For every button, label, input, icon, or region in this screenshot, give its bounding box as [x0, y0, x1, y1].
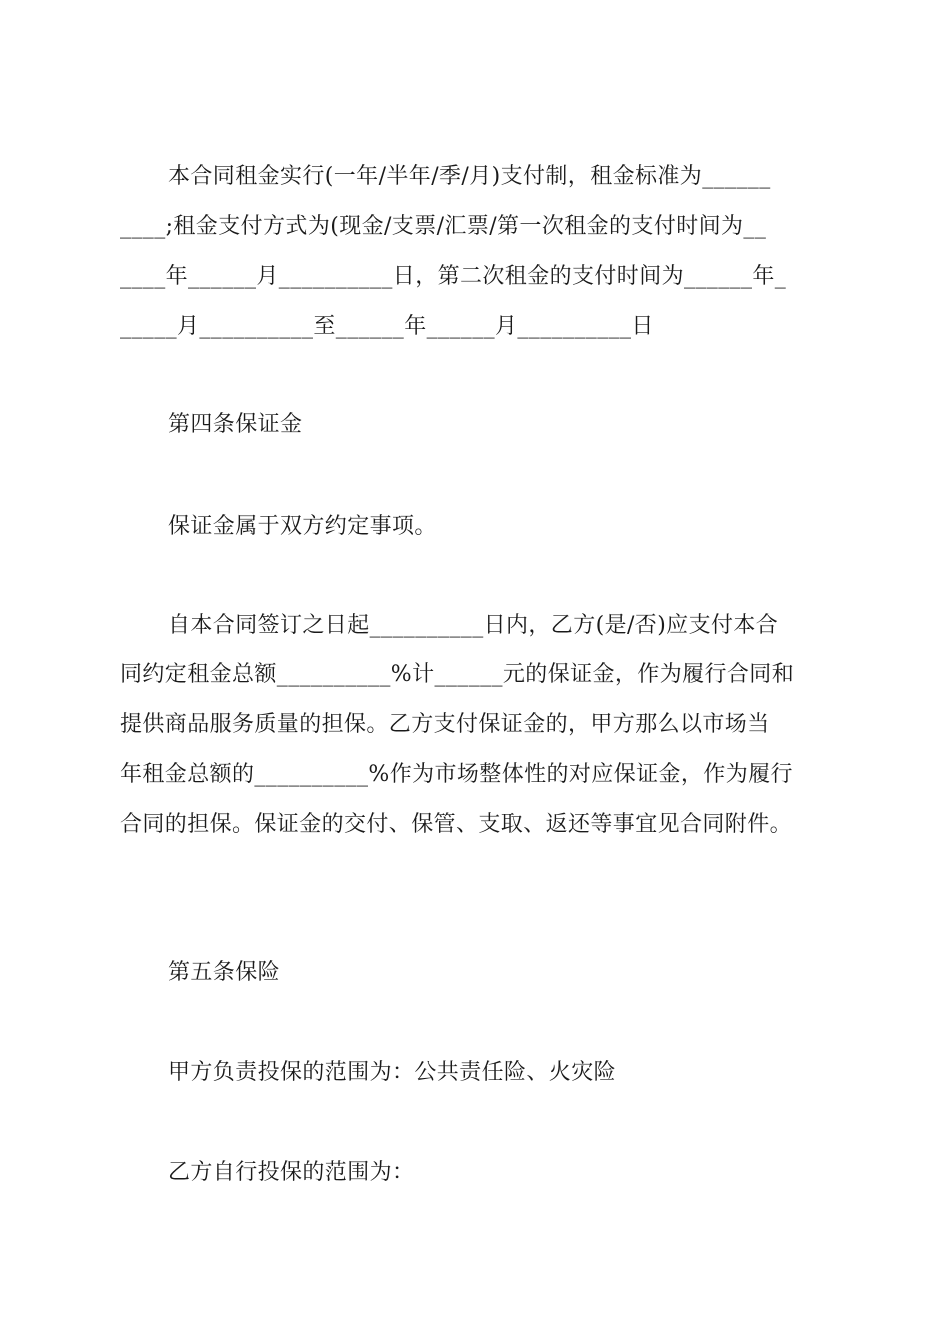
rent-paragraph-line-1: 本合同租金实行(一年/半年/季/月)支付制，租金标准为______ — [168, 164, 771, 189]
deposit-paragraph-line-1: 自本合同签订之日起__________日内，乙方(是/否)应支付本合 — [168, 613, 779, 638]
rent-paragraph-line-4: _____月__________至______年______月__________日 — [120, 314, 654, 339]
rent-paragraph-line-3: ____年______月__________日，第二次租金的支付时间为______年_ — [120, 264, 787, 289]
deposit-paragraph-line-3: 提供商品服务质量的担保。乙方支付保证金的，甲方那么以市场当 — [120, 712, 770, 737]
deposit-intro: 保证金属于双方约定事项。 — [168, 514, 437, 539]
article5-heading: 第五条保险 — [168, 960, 281, 985]
deposit-paragraph-line-4: 年租金总额的__________%作为市场整体性的对应保证金，作为履行 — [120, 762, 793, 787]
party-b-insurance: 乙方自行投保的范围为： — [168, 1160, 415, 1185]
rent-paragraph-line-2: ____;租金支付方式为(现金/支票/汇票/第一次租金的支付时间为__ — [120, 214, 767, 239]
party-a-insurance: 甲方负责投保的范围为：公共责任险、火灾险 — [168, 1060, 617, 1085]
deposit-paragraph-line-2: 同约定租金总额__________%计______元的保证金，作为履行合同和 — [120, 662, 795, 687]
deposit-paragraph-line-5: 合同的担保。保证金的交付、保管、支取、返还等事宜见合同附件。 — [120, 812, 793, 837]
article4-heading: 第四条保证金 — [168, 412, 303, 437]
